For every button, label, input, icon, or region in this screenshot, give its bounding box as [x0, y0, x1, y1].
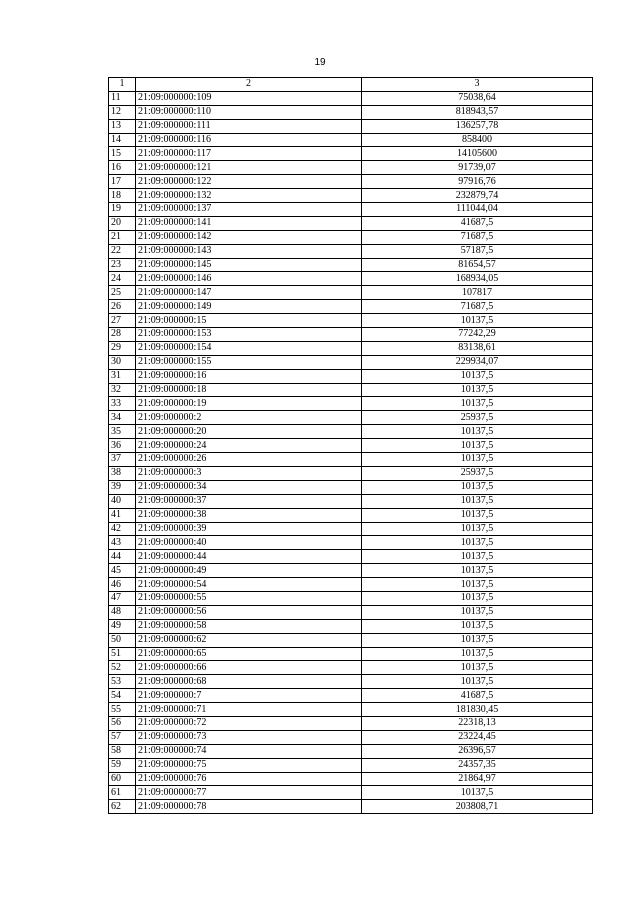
cadastral-number-cell: 21:09:000000:66 [136, 661, 362, 675]
table-row [109, 633, 593, 647]
row-index-cell: 47 [109, 591, 136, 605]
table-row [109, 786, 593, 800]
cadastral-number-cell: 21:09:000000:65 [136, 647, 362, 661]
table-row [109, 772, 593, 786]
row-index-cell: 12 [109, 105, 136, 119]
cadastral-number-cell: 21:09:000000:155 [136, 355, 362, 369]
cadastral-number-cell: 21:09:000000:72 [136, 716, 362, 730]
cadastral-number-cell: 21:09:000000:18 [136, 383, 362, 397]
table-row [109, 675, 593, 689]
cadastral-number-cell: 21:09:000000:142 [136, 230, 362, 244]
cadastral-number-cell: 21:09:000000:111 [136, 119, 362, 133]
table-row [109, 716, 593, 730]
cadastral-value-cell: 14105600 [362, 147, 593, 161]
cadastral-value-cell: 229934,07 [362, 355, 593, 369]
cadastral-number-cell: 21:09:000000:7 [136, 689, 362, 703]
cadastral-value-cell: 57187,5 [362, 244, 593, 258]
row-index-cell: 41 [109, 508, 136, 522]
cadastral-value-cell: 97916,76 [362, 175, 593, 189]
cadastral-number-cell: 21:09:000000:154 [136, 341, 362, 355]
cadastral-value-cell: 25937,5 [362, 411, 593, 425]
row-index-cell: 26 [109, 300, 136, 314]
cadastral-value-cell: 26396,57 [362, 744, 593, 758]
row-index-cell: 40 [109, 494, 136, 508]
table-row [109, 703, 593, 717]
row-index-cell: 16 [109, 161, 136, 175]
cadastral-number-cell: 21:09:000000:75 [136, 758, 362, 772]
table-row [109, 203, 593, 217]
row-index-cell: 57 [109, 730, 136, 744]
cadastral-value-cell: 232879,74 [362, 189, 593, 203]
table-row [109, 341, 593, 355]
row-index-cell: 44 [109, 550, 136, 564]
table-row [109, 758, 593, 772]
cadastral-number-cell: 21:09:000000:49 [136, 564, 362, 578]
table-row [109, 466, 593, 480]
table-row [109, 494, 593, 508]
table-row [109, 550, 593, 564]
table-row [109, 119, 593, 133]
row-index-cell: 60 [109, 772, 136, 786]
cadastral-value-cell: 71687,5 [362, 230, 593, 244]
table-row [109, 244, 593, 258]
row-index-cell: 35 [109, 425, 136, 439]
cadastral-number-cell: 21:09:000000:145 [136, 258, 362, 272]
cadastral-number-cell: 21:09:000000:117 [136, 147, 362, 161]
row-index-cell: 32 [109, 383, 136, 397]
cadastral-number-cell: 21:09:000000:143 [136, 244, 362, 258]
cadastral-value-cell: 10137,5 [362, 605, 593, 619]
table-row [109, 619, 593, 633]
row-index-cell: 18 [109, 189, 136, 203]
table-row [109, 744, 593, 758]
table-row [109, 161, 593, 175]
table-row [109, 522, 593, 536]
cadastral-value-cell: 168934,05 [362, 272, 593, 286]
cadastral-value-cell: 10137,5 [362, 480, 593, 494]
cadastral-number-cell: 21:09:000000:116 [136, 133, 362, 147]
cadastral-value-cell: 21864,97 [362, 772, 593, 786]
row-index-cell: 33 [109, 397, 136, 411]
row-index-cell: 23 [109, 258, 136, 272]
row-index-cell: 51 [109, 647, 136, 661]
header-cell-index: 1 [109, 78, 136, 92]
table-row [109, 397, 593, 411]
cadastral-value-cell: 111044,04 [362, 203, 593, 217]
table-row [109, 536, 593, 550]
cadastral-number-cell: 21:09:000000:147 [136, 286, 362, 300]
table-row [109, 564, 593, 578]
header-cell-cadastral-number: 2 [136, 78, 362, 92]
cadastral-number-cell: 21:09:000000:149 [136, 300, 362, 314]
table-row [109, 314, 593, 328]
cadastral-number-cell: 21:09:000000:15 [136, 314, 362, 328]
cadastral-value-cell: 10137,5 [362, 425, 593, 439]
row-index-cell: 42 [109, 522, 136, 536]
table-row [109, 91, 593, 105]
cadastral-number-cell: 21:09:000000:141 [136, 216, 362, 230]
cadastral-number-cell: 21:09:000000:68 [136, 675, 362, 689]
cadastral-value-cell: 10137,5 [362, 369, 593, 383]
cadastral-value-cell: 25937,5 [362, 466, 593, 480]
cadastral-value-cell: 10137,5 [362, 453, 593, 467]
table-row [109, 439, 593, 453]
table-row [109, 730, 593, 744]
row-index-cell: 17 [109, 175, 136, 189]
cadastral-value-cell: 10137,5 [362, 536, 593, 550]
cadastral-number-cell: 21:09:000000:38 [136, 508, 362, 522]
row-index-cell: 31 [109, 369, 136, 383]
cadastral-number-cell: 21:09:000000:110 [136, 105, 362, 119]
table-row [109, 105, 593, 119]
row-index-cell: 49 [109, 619, 136, 633]
table-row [109, 216, 593, 230]
table-row [109, 230, 593, 244]
table-row [109, 480, 593, 494]
row-index-cell: 24 [109, 272, 136, 286]
row-index-cell: 61 [109, 786, 136, 800]
cadastral-number-cell: 21:09:000000:122 [136, 175, 362, 189]
table-row [109, 411, 593, 425]
row-index-cell: 39 [109, 480, 136, 494]
cadastral-value-cell: 81654,57 [362, 258, 593, 272]
cadastral-number-cell: 21:09:000000:62 [136, 633, 362, 647]
cadastral-number-cell: 21:09:000000:2 [136, 411, 362, 425]
table-row [109, 175, 593, 189]
table-row [109, 133, 593, 147]
cadastral-value-table [108, 77, 593, 814]
cadastral-value-cell: 10137,5 [362, 550, 593, 564]
cadastral-value-cell: 181830,45 [362, 703, 593, 717]
row-index-cell: 43 [109, 536, 136, 550]
table-row [109, 286, 593, 300]
cadastral-number-cell: 21:09:000000:20 [136, 425, 362, 439]
row-index-cell: 28 [109, 328, 136, 342]
table-row [109, 300, 593, 314]
row-index-cell: 15 [109, 147, 136, 161]
row-index-cell: 11 [109, 91, 136, 105]
cadastral-value-cell: 22318,13 [362, 716, 593, 730]
cadastral-number-cell: 21:09:000000:73 [136, 730, 362, 744]
cadastral-number-cell: 21:09:000000:19 [136, 397, 362, 411]
cadastral-number-cell: 21:09:000000:137 [136, 203, 362, 217]
cadastral-number-cell: 21:09:000000:3 [136, 466, 362, 480]
cadastral-value-cell: 10137,5 [362, 675, 593, 689]
table-row [109, 453, 593, 467]
cadastral-number-cell: 21:09:000000:16 [136, 369, 362, 383]
cadastral-value-cell: 10137,5 [362, 661, 593, 675]
table-row [109, 689, 593, 703]
table-row [109, 189, 593, 203]
cadastral-value-cell: 10137,5 [362, 508, 593, 522]
row-index-cell: 25 [109, 286, 136, 300]
cadastral-number-cell: 21:09:000000:77 [136, 786, 362, 800]
cadastral-value-cell: 23224,45 [362, 730, 593, 744]
cadastral-value-cell: 10137,5 [362, 439, 593, 453]
cadastral-value-cell: 10137,5 [362, 633, 593, 647]
row-index-cell: 29 [109, 341, 136, 355]
cadastral-value-cell: 77242,29 [362, 328, 593, 342]
cadastral-value-cell: 10137,5 [362, 314, 593, 328]
row-index-cell: 54 [109, 689, 136, 703]
row-index-cell: 52 [109, 661, 136, 675]
cadastral-value-cell: 10137,5 [362, 591, 593, 605]
table-header-row [109, 78, 593, 92]
cadastral-number-cell: 21:09:000000:54 [136, 578, 362, 592]
row-index-cell: 21 [109, 230, 136, 244]
table-row [109, 661, 593, 675]
cadastral-value-cell: 107817 [362, 286, 593, 300]
cadastral-number-cell: 21:09:000000:56 [136, 605, 362, 619]
cadastral-value-cell: 818943,57 [362, 105, 593, 119]
cadastral-number-cell: 21:09:000000:153 [136, 328, 362, 342]
table-row [109, 800, 593, 814]
row-index-cell: 53 [109, 675, 136, 689]
row-index-cell: 14 [109, 133, 136, 147]
row-index-cell: 58 [109, 744, 136, 758]
cadastral-value-cell: 10137,5 [362, 619, 593, 633]
cadastral-value-cell: 10137,5 [362, 494, 593, 508]
cadastral-value-cell: 10137,5 [362, 522, 593, 536]
table-row [109, 578, 593, 592]
row-index-cell: 19 [109, 203, 136, 217]
cadastral-value-cell: 24357,35 [362, 758, 593, 772]
row-index-cell: 38 [109, 466, 136, 480]
table-row [109, 355, 593, 369]
cadastral-number-cell: 21:09:000000:44 [136, 550, 362, 564]
cadastral-number-cell: 21:09:000000:76 [136, 772, 362, 786]
table-row [109, 605, 593, 619]
cadastral-value-cell: 10137,5 [362, 383, 593, 397]
row-index-cell: 56 [109, 716, 136, 730]
cadastral-value-cell: 41687,5 [362, 689, 593, 703]
table-row [109, 647, 593, 661]
cadastral-number-cell: 21:09:000000:74 [136, 744, 362, 758]
row-index-cell: 45 [109, 564, 136, 578]
cadastral-number-cell: 21:09:000000:71 [136, 703, 362, 717]
table-row [109, 591, 593, 605]
cadastral-value-cell: 91739,07 [362, 161, 593, 175]
cadastral-number-cell: 21:09:000000:109 [136, 91, 362, 105]
table-row [109, 147, 593, 161]
table-row [109, 508, 593, 522]
table-row [109, 383, 593, 397]
row-index-cell: 62 [109, 800, 136, 814]
cadastral-value-cell: 10137,5 [362, 647, 593, 661]
row-index-cell: 55 [109, 703, 136, 717]
row-index-cell: 50 [109, 633, 136, 647]
header-cell-value: 3 [362, 78, 593, 92]
page-number: 19 [314, 57, 326, 68]
cadastral-value-cell: 83138,61 [362, 341, 593, 355]
cadastral-value-cell: 41687,5 [362, 216, 593, 230]
row-index-cell: 13 [109, 119, 136, 133]
table-row [109, 272, 593, 286]
cadastral-number-cell: 21:09:000000:24 [136, 439, 362, 453]
cadastral-number-cell: 21:09:000000:55 [136, 591, 362, 605]
cadastral-number-cell: 21:09:000000:58 [136, 619, 362, 633]
cadastral-number-cell: 21:09:000000:39 [136, 522, 362, 536]
row-index-cell: 46 [109, 578, 136, 592]
row-index-cell: 48 [109, 605, 136, 619]
cadastral-value-cell: 136257,78 [362, 119, 593, 133]
row-index-cell: 36 [109, 439, 136, 453]
row-index-cell: 27 [109, 314, 136, 328]
table-row [109, 425, 593, 439]
row-index-cell: 59 [109, 758, 136, 772]
cadastral-value-cell: 10137,5 [362, 578, 593, 592]
cadastral-number-cell: 21:09:000000:37 [136, 494, 362, 508]
cadastral-value-cell: 75038,64 [362, 91, 593, 105]
cadastral-number-cell: 21:09:000000:40 [136, 536, 362, 550]
cadastral-number-cell: 21:09:000000:146 [136, 272, 362, 286]
cadastral-value-cell: 858400 [362, 133, 593, 147]
table-row [109, 328, 593, 342]
cadastral-number-cell: 21:09:000000:34 [136, 480, 362, 494]
cadastral-number-cell: 21:09:000000:78 [136, 800, 362, 814]
cadastral-value-cell: 10137,5 [362, 786, 593, 800]
table-row [109, 369, 593, 383]
cadastral-value-cell: 203808,71 [362, 800, 593, 814]
row-index-cell: 30 [109, 355, 136, 369]
cadastral-number-cell: 21:09:000000:132 [136, 189, 362, 203]
cadastral-number-cell: 21:09:000000:121 [136, 161, 362, 175]
table-row [109, 258, 593, 272]
row-index-cell: 34 [109, 411, 136, 425]
cadastral-value-cell: 10137,5 [362, 564, 593, 578]
row-index-cell: 22 [109, 244, 136, 258]
cadastral-value-cell: 71687,5 [362, 300, 593, 314]
cadastral-number-cell: 21:09:000000:26 [136, 453, 362, 467]
row-index-cell: 37 [109, 453, 136, 467]
row-index-cell: 20 [109, 216, 136, 230]
cadastral-value-cell: 10137,5 [362, 397, 593, 411]
